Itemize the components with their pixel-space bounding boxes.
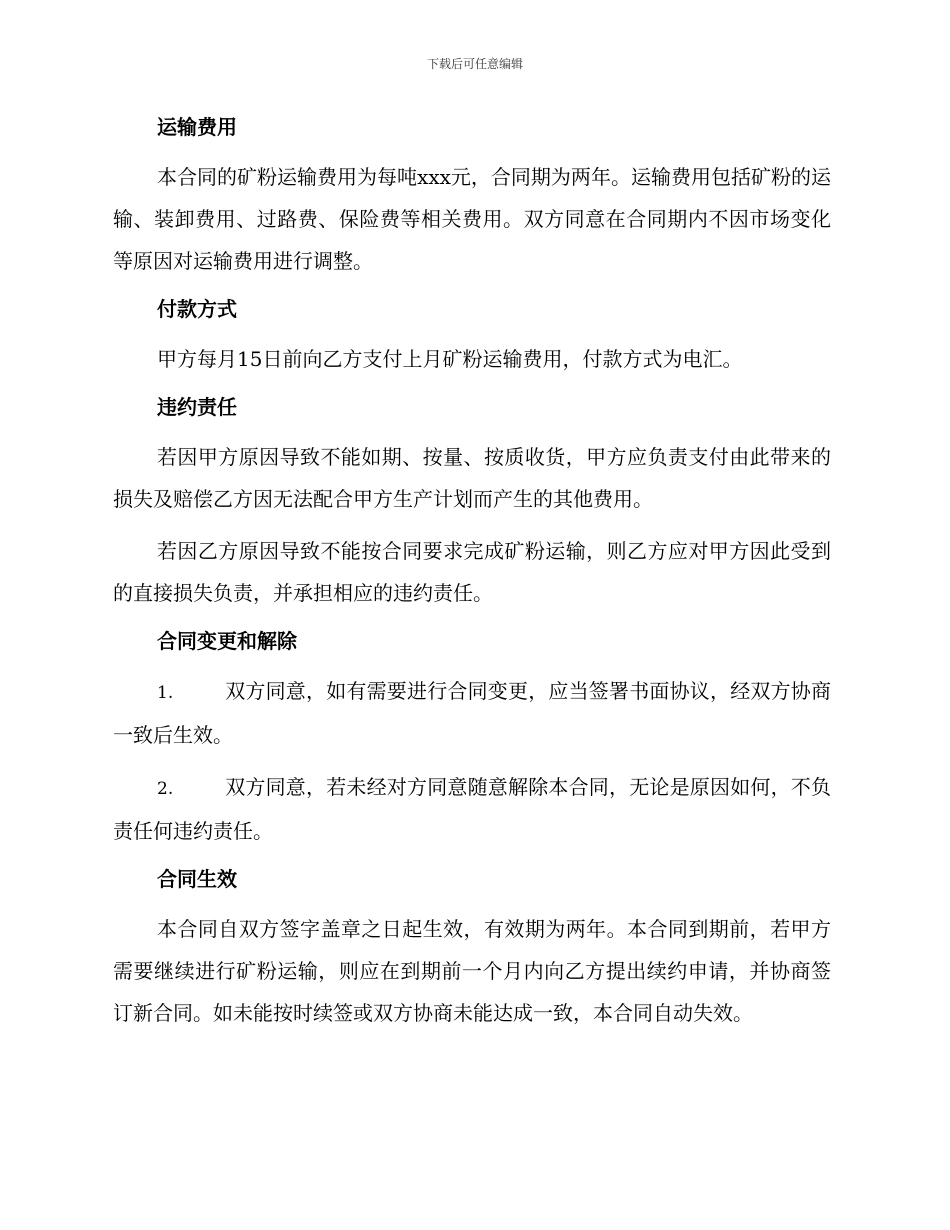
section-heading-transport-fee: 运输费用 <box>157 115 237 139</box>
section-heading-change: 合同变更和解除 <box>157 629 297 653</box>
section-heading-payment: 付款方式 <box>157 297 237 321</box>
paragraph-breach-party-a: 若因甲方原因导致不能如期、按量、按质收货，甲方应负责支付由此带来的损失及赔偿乙方因无法配合甲方生产计划而产生的其他费用。 <box>113 445 831 511</box>
list-item <box>113 670 831 756</box>
list-item-number: 2. <box>157 779 174 799</box>
section-heading-breach: 违约责任 <box>157 395 237 419</box>
paragraph-breach-party-b: 若因乙方原因导致不能按合同要求完成矿粉运输，则乙方应对甲方因此受到的直接损失负责，并承担相应的违约责任。 <box>113 539 831 605</box>
paragraph-payment: 甲方每月15日前向乙方支付上月矿粉运输费用，付款方式为电汇。 <box>157 347 743 371</box>
list-item-text: 双方同意，若未经对方同意随意解除本合同，无论是原因如何，不负责任何违约责任。 <box>113 775 831 843</box>
list-item-text: 双方同意，如有需要进行合同变更，应当签署书面协议，经双方协商一致后生效。 <box>113 679 831 747</box>
section-heading-effect: 合同生效 <box>157 867 237 891</box>
page-header-note: 下载后可任意编辑 <box>426 57 523 71</box>
list-item <box>113 766 831 852</box>
list-item-number: 1. <box>157 683 174 703</box>
paragraph-transport-fee: 本合同的矿粉运输费用为每吨xxx元，合同期为两年。运输费用包括矿粉的运输、装卸费用、过路费、保险费等相关费用。双方同意在合同期内不因市场变化等原因对运输费用进行调整。 <box>113 165 831 273</box>
paragraph-effect: 本合同自双方签字盖章之日起生效，有效期为两年。本合同到期前，若甲方需要继续进行矿粉运输，则应在到期前一个月内向乙方提出续约申请，并协商签订新合同。如未能按时续签或双方协商未能达成一致，本合同自动失效。 <box>113 917 831 1025</box>
document-body <box>113 110 831 1044</box>
